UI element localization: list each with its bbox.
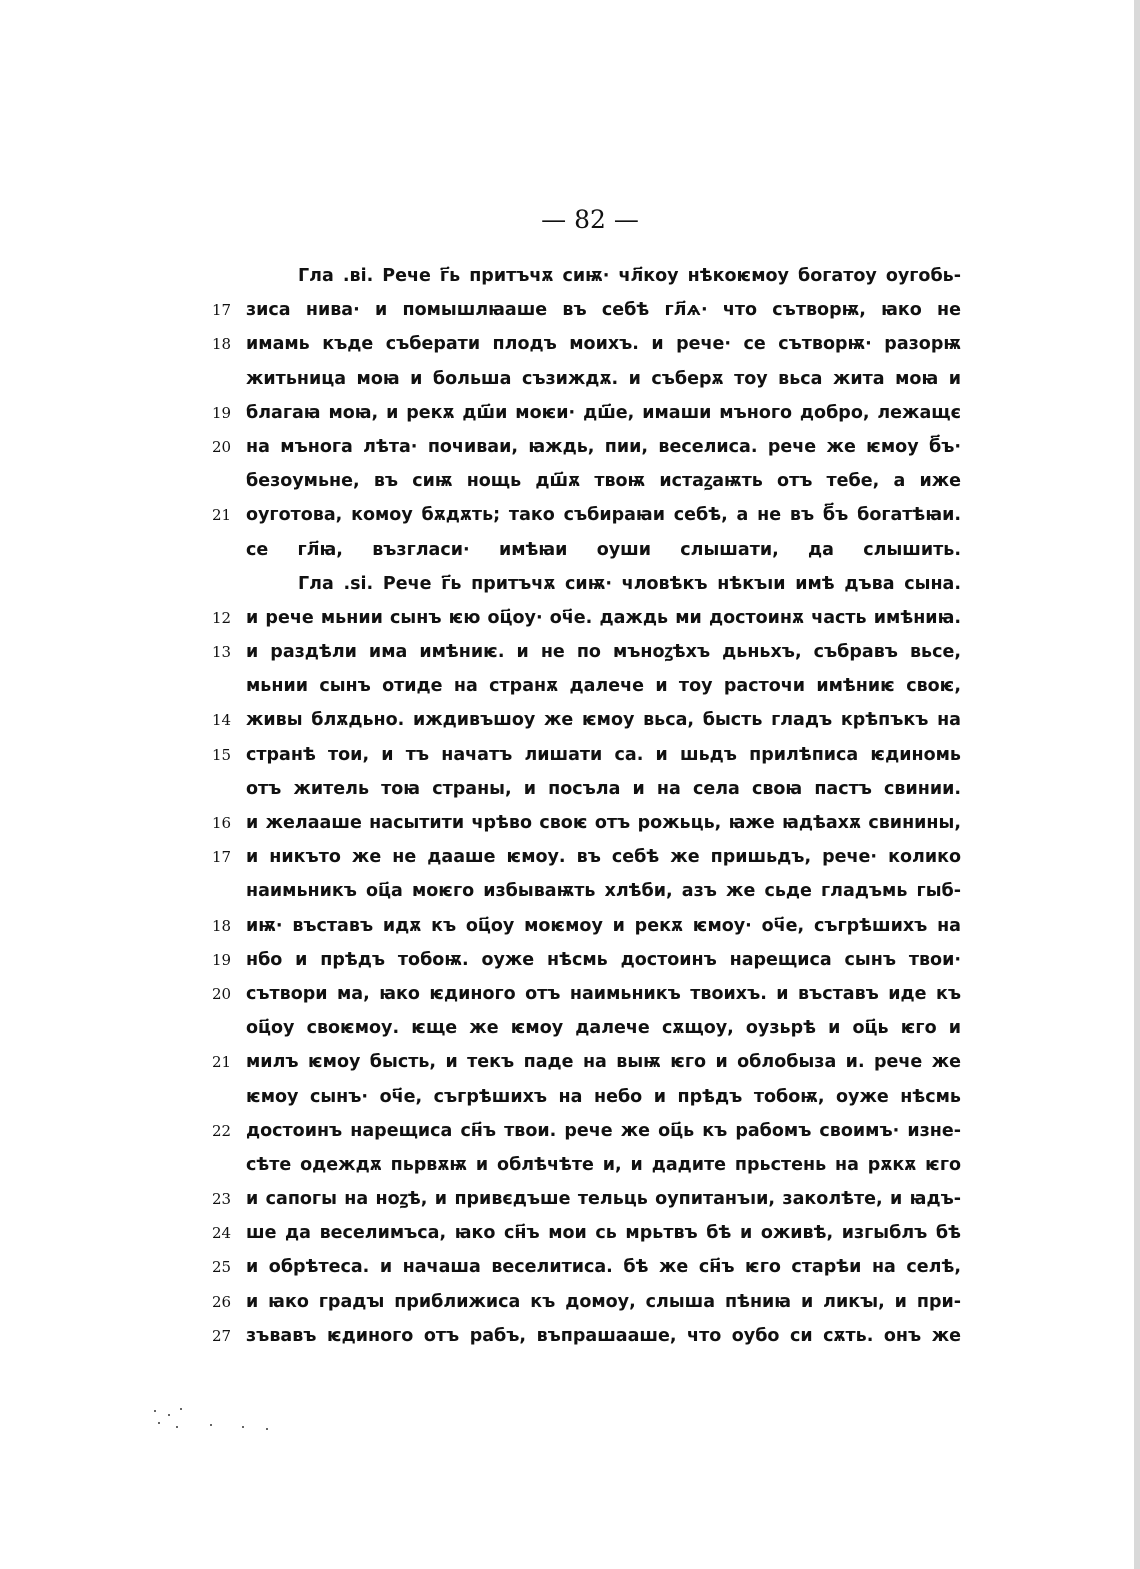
- verse-number: 22: [212, 1121, 232, 1140]
- line-text: сътвори ма, ꙗко ѥдиного отъ наимьникъ твоихъ. и въставъ иде къ: [246, 983, 961, 1004]
- text-line: [212, 498, 972, 532]
- page-number: — 82 —: [541, 205, 639, 234]
- text-line: [212, 943, 972, 977]
- verse-number: 17: [212, 848, 232, 867]
- line-text: и обрѣтеса. и начаша веселитиса. бѣ же сн҃ъ ѥго старѣи на селѣ,: [246, 1257, 961, 1278]
- line-text: и рече мьнии сынъ ѥю оц҃оу· оч҃е. даждь ми достоинѫ часть имѣниꙗ.: [246, 607, 961, 628]
- text-line: [212, 772, 972, 806]
- text-line: [212, 635, 972, 669]
- line-text: мьнии сынъ отиде на странѫ далече и тоу расточи имѣниѥ своѥ,: [246, 676, 961, 697]
- line-text: ѥмоу сынъ· оч҃е, съгрѣшихъ на небо и прѣдъ тобоѭ, оуже нѣсмь: [246, 1086, 961, 1107]
- verse-number: 17: [212, 301, 232, 320]
- text-line: [212, 533, 972, 567]
- text-line: [212, 874, 972, 908]
- text-line: [212, 1250, 972, 1284]
- line-text: и ꙗко градꙑ приближиса къ домоу, слыша пѣниꙗ и ликꙑ, и при-: [246, 1291, 961, 1312]
- line-text: безоумьне, въ сиѭ нощь дш҃ѫ твоѭ истаꙁаѭть отъ тебе, а иже: [246, 471, 961, 492]
- verse-number: 21: [212, 1053, 232, 1072]
- text-line: [212, 1114, 972, 1148]
- text-line: [212, 1011, 972, 1045]
- line-text: благаꙗ моꙗ, и рекѫ дш҃и моѥи· дш҃е, имаши мъного добро, лежащє: [246, 402, 961, 423]
- text-line: [212, 293, 972, 327]
- text-line: [212, 1182, 972, 1216]
- verse-number: 18: [212, 335, 232, 354]
- text-line: [212, 259, 972, 293]
- verse-number: 21: [212, 506, 232, 525]
- line-text: на мънога лѣта· почиваи, ꙗждь, пии, веселиса. рече же ѥмоу б҃ъ·: [246, 436, 961, 457]
- line-text: нбо и прѣдъ тобоѭ. оуже нѣсмь достоинъ нарещиса сынъ твои·: [246, 949, 961, 970]
- verse-number: 24: [212, 1224, 232, 1243]
- line-text: ше да веселимъса, ꙗко сн҃ъ мои сь мрьтвъ бѣ и оживѣ, изгыблъ бѣ: [246, 1223, 961, 1244]
- text-line: [212, 362, 972, 396]
- verse-number: 15: [212, 745, 232, 764]
- text-line: [212, 601, 972, 635]
- verse-number: 20: [212, 437, 232, 456]
- text-line: [212, 430, 972, 464]
- line-text: Гла .ѕі. Рече г҃ь притъчѫ сиѭ· чловѣкъ нѣкъıи имѣ дъва сына.: [298, 573, 961, 594]
- text-line: [212, 327, 972, 361]
- line-text: и раздѣли има имѣниѥ. и не по мъноꙁѣхъ дьньхъ, събравъ вьсе,: [246, 642, 961, 663]
- text-line: [212, 1285, 972, 1319]
- text-line: [212, 840, 972, 874]
- line-text: Гла .ві. Рече г҃ь притъчѫ сиѭ· чл҃коу нѣкоѥмоу богатоу оугобь-: [298, 266, 961, 286]
- verse-number: 27: [212, 1326, 232, 1345]
- line-text: оуготова, комоу бѫдѫть; тако събираꙗи себѣ, а не въ б҃ъ богатѣꙗи.: [246, 505, 961, 526]
- scan-specks: [150, 1408, 280, 1438]
- text-line: [212, 1080, 972, 1114]
- line-text: странѣ тои, и тъ начатъ лишати са. и шьдъ прилѣписа ѥдиномь: [246, 744, 961, 765]
- line-text: сѣте одеждѫ пьрвѫѭ и облѣчѣте и, и дадите прьстень на рѫкѫ ѥго: [246, 1154, 961, 1175]
- text-line: [212, 669, 972, 703]
- verse-number: 14: [212, 711, 232, 730]
- line-text: наимьникъ оц҃а моѥго избываѭть хлѣби, азъ же сьде гладъмь гыб-: [246, 881, 961, 902]
- verse-number: 12: [212, 608, 232, 627]
- text-line: [212, 806, 972, 840]
- verse-number: 23: [212, 1190, 232, 1209]
- line-text: зиса нива· и помышлꙗаше въ себѣ гл҃ѧ· что сътворѭ, ꙗко не: [246, 300, 961, 321]
- line-text: милъ ѥмоу бысть, и текъ паде на выѭ ѥго и облобыза и. рече же: [246, 1052, 961, 1073]
- line-text: живы блѫдьно. иждивъшоу же ѥмоу вьса, бысть гладъ крѣпъкъ на: [246, 710, 961, 731]
- text-line: [212, 909, 972, 943]
- line-text: зъвавъ ѥдиного отъ рабъ, въпрашааше, что оубо си сѫть. онъ же: [246, 1325, 961, 1346]
- text-block: [212, 259, 972, 1353]
- line-text: иѭ· въставъ идѫ къ оц҃оу моѥмоу и рекѫ ѥмоу· оч҃е, съгрѣшихъ на: [246, 915, 961, 936]
- verse-number: 20: [212, 984, 232, 1003]
- text-line: [212, 464, 972, 498]
- text-line: [212, 703, 972, 737]
- line-text: и никъто же не дааше ѥмоу. въ себѣ же пришьдъ, рече· колико: [246, 847, 961, 868]
- scan-edge: [1134, 0, 1140, 1569]
- line-text: се гл҃ꙗ, възгласи· имѣꙗи оуши слышати, да слышить.: [246, 539, 961, 560]
- verse-number: 26: [212, 1292, 232, 1311]
- line-text: и сапогы на ноꙁѣ, и привєдъше тельць оупитанъıи, заколѣте, и ꙗдъ-: [246, 1189, 961, 1210]
- text-line: [212, 1216, 972, 1250]
- line-text: житьница моꙗ и больша съзиждѫ. и съберѫ тоу вьса жита моꙗ и: [246, 368, 961, 389]
- verse-number: 19: [212, 403, 232, 422]
- line-text: и желааше насытити чрѣво своѥ отъ рожьць, ꙗже ꙗдѣахѫ свинины,: [246, 813, 961, 833]
- text-line: [212, 396, 972, 430]
- verse-number: 18: [212, 916, 232, 935]
- line-text: достоинъ нарещиса сн҃ъ твои. рече же оц҃ь къ рабомъ своимъ· изне-: [246, 1120, 961, 1141]
- text-line: [212, 738, 972, 772]
- text-line: [212, 1319, 972, 1353]
- verse-number: 25: [212, 1258, 232, 1277]
- verse-number: 16: [212, 814, 232, 832]
- line-text: имамь къде съберати плодъ моихъ. и рече· се сътворѭ· разорѭ: [246, 334, 961, 355]
- verse-number: 13: [212, 643, 232, 662]
- line-text: отъ житель тоꙗ страны, и посъла и на села своꙗ пастъ свинии.: [246, 778, 961, 799]
- text-line: [212, 977, 972, 1011]
- text-line: [212, 1148, 972, 1182]
- verse-number: 19: [212, 950, 232, 969]
- line-text: оц҃оу своѥмоу. ѥще же ѥмоу далече сѫщоу, оузьрѣ и оц҃ь ѥго и: [246, 1018, 961, 1039]
- text-line: [212, 1045, 972, 1079]
- text-line: [212, 567, 972, 601]
